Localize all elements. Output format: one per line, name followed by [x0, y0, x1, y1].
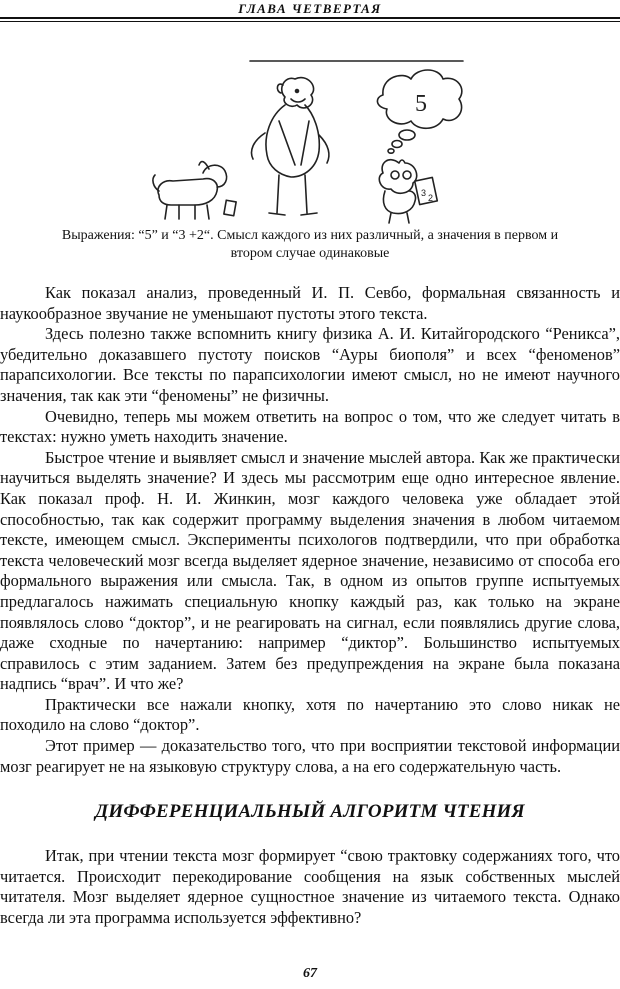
thought-bubble: [392, 141, 402, 148]
thought-bubble: [388, 149, 394, 153]
paragraph: Очевидно, теперь мы можем ответить на вопрос о том, что же следует читать в текстах: нужно уметь находить значение.: [0, 406, 620, 447]
caption-line: Выражения: “5” и “3 +2“. Смысл каждого из них различный, а значения в первом и: [61, 228, 559, 243]
header-rule-thick: [0, 17, 620, 19]
card-label: 3: [421, 188, 427, 198]
cartoon-drawing: [145, 55, 475, 227]
paragraph: Как показал анализ, проведенный И. П. Севбо, формальная связанность и наукообразное звучание не уменьшают пустоты этого текста.: [0, 283, 620, 323]
caption-line: втором случае одинаковые: [230, 246, 390, 261]
professor-figure: [252, 78, 329, 215]
boy-figure: [379, 160, 437, 223]
dog-figure: [153, 162, 236, 219]
body-text: [0, 283, 620, 929]
paragraph: Здесь полезно также вспомнить книгу физика А. И. Китайгородского “Реникса”, убедительно доказавшего пустоту поисков “Ауры биополя” и всех “феноменов” парапсихологии. Все тексты по парапсихологии имеют смысл, но не имеют научного значения, так как эти “феномены” не физичны.: [0, 324, 620, 405]
paragraph: Быстрое чтение и выявляет смысл и значение мыслей автора. Как же практически научиться выделять значение? И здесь мы рассмотрим еще одно интересное явление. Как показал проф. Н. И. Жинкин, мозг каждого человека уже обладает этой способностью, так как содержит программу выделения значения в любом читаемом тексте, имеющем смысл. Эксперименты психологов подтвердили, что при обработка текста человеческий мозг всегда выделяет ядерное значение, независимо от способа его формального выражения или смысла. Так, в одном из опытов группе испытуемых предлагалось нажимать специальную кнопку каждый раз, как только на экране появлялось слово “доктор”, и не реагировать на сигнал, если появлялись другие слова, даже сходные по начертанию: например “диктор”. Большинство испытуемых справилось с этим заданием. Затем без предупреждения на экране была показана надпись “врач”. И что же?: [0, 447, 620, 694]
chapter-title: ГЛАВА ЧЕТВЕРТАЯ: [238, 1, 382, 16]
page-number: 67: [303, 966, 317, 981]
paragraph: Практически все нажали кнопку, хотя по начертанию это слово никак не походило на слово “доктор”.: [0, 694, 620, 735]
card-label: 2: [428, 193, 434, 203]
thought-bubble: [399, 130, 415, 140]
cartoon-illustration: [145, 55, 475, 227]
paragraph: Итак, при чтении текста мозг формирует “свою трактовку содержаниях того, что читается. Происходит перекодирование сообщения на язык собственных мыслей читателя. Мозг выделяет ядерное сущностное значение из читаемого текста. Однако всегда ли эта программа используется эффективно?: [0, 846, 620, 928]
cloud-digit: 5: [415, 91, 427, 117]
paragraph: Этот пример — доказательство того, что при восприятии текстовой информации мозг реагирует не на языковую структуру слова, а на его содержательную часть.: [0, 736, 620, 776]
figure-caption: [20, 227, 600, 263]
header-rule-thin: [0, 21, 620, 22]
page-header: [0, 0, 620, 17]
section-heading: ДИФФЕРЕНЦИАЛЬНЫЙ АЛГОРИТМ ЧТЕНИЯ: [95, 801, 525, 823]
